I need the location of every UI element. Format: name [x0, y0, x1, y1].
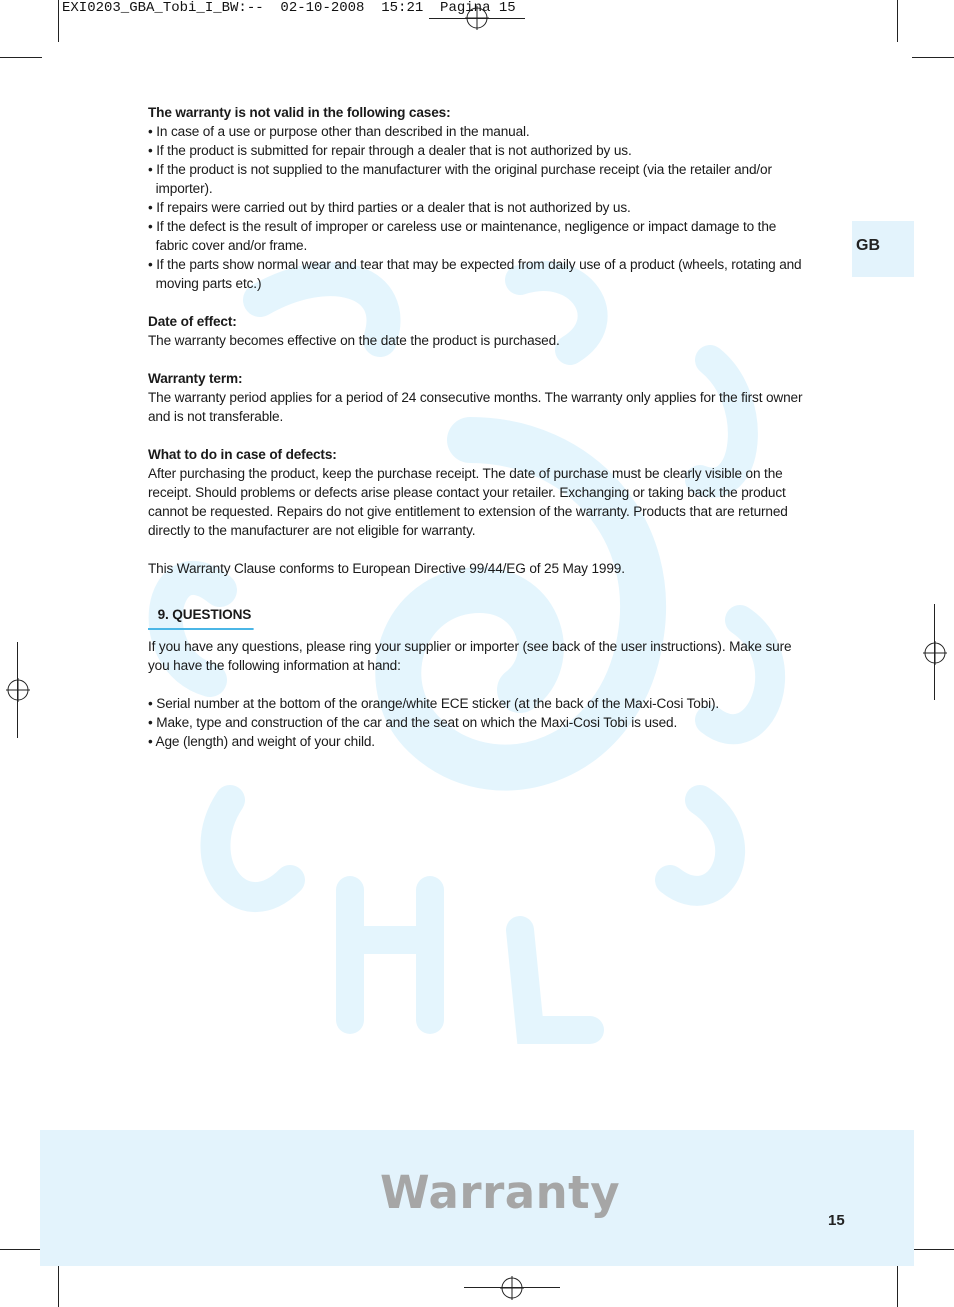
registration-mark-icon	[923, 641, 947, 665]
crop-mark	[0, 1249, 42, 1250]
questions-heading	[158, 606, 252, 628]
questions-heading-label: 9. QUESTIONS	[157, 607, 252, 623]
list-item: • Age (length) and weight of your child.	[148, 734, 375, 750]
language-tab-label: GB	[856, 237, 880, 254]
language-tab	[852, 221, 914, 277]
date-of-effect-heading: Date of effect:	[148, 314, 237, 330]
list-item: • Serial number at the bottom of the orange/white ECE sticker (at the back of the Maxi-Cosi Tobi).	[148, 696, 720, 712]
not-valid-heading: The warranty is not valid in the following cases:	[148, 105, 451, 121]
crop-mark	[912, 57, 954, 58]
list-item: • Make, type and construction of the car and the seat on which the Maxi-Cosi Tobi is used.	[148, 715, 678, 731]
crop-mark	[58, 0, 59, 42]
list-item: • If the defect is the result of improper or careless use or maintenance, negligence or impact damage to the fabric cover and/or frame.	[148, 219, 777, 254]
crop-mark	[0, 57, 42, 58]
list-item: • In case of a use or purpose other than described in the manual.	[148, 124, 530, 140]
questions-intro: If you have any questions, please ring your supplier or importer (see back of the user instructions). Make sure you have the following information at hand:	[148, 639, 792, 674]
crop-mark	[897, 1265, 898, 1307]
defects-text: After purchasing the product, keep the purchase receipt. The date of purchase must be clearly visible on the receipt. Should problems or defects arise please contact your retailer. Exchanging or taking back the product cannot be requested. Repairs do not give entitlement to extension of the warranty. Products that are returned directly to the manufacturer are not eligible for warranty.	[148, 466, 788, 539]
page-number: 15	[828, 1212, 845, 1229]
list-item: • If the product is submitted for repair through a dealer that is not authorized by us.	[148, 143, 632, 159]
directive-text: This Warranty Clause conforms to European Directive 99/44/EG of 25 May 1999.	[148, 561, 625, 577]
warranty-content	[148, 104, 808, 752]
printer-slug: EXI0203_GBA_Tobi_I_BW:-- 02-10-2008 15:21 Pagina 15	[62, 0, 516, 16]
warranty-term-heading: Warranty term:	[148, 371, 243, 387]
registration-mark-icon	[500, 1276, 524, 1300]
heading-underline	[148, 628, 253, 630]
warranty-term-text: The warranty period applies for a period of 24 consecutive months. The warranty only applies for the first owner and is not transferable.	[148, 390, 803, 425]
list-item: • If repairs were carried out by third parties or a dealer that is not authorized by us.	[148, 200, 631, 216]
crop-mark	[58, 1265, 59, 1307]
registration-mark-icon	[6, 678, 30, 702]
date-of-effect-text: The warranty becomes effective on the date the product is purchased.	[148, 333, 560, 349]
footer-title: Warranty	[380, 1166, 621, 1219]
list-item: • If the parts show normal wear and tear that may be expected from daily use of a product (wheels, rotating and moving parts etc.)	[148, 257, 802, 292]
crop-mark	[912, 1249, 954, 1250]
registration-mark-icon	[465, 6, 489, 30]
footer-band	[40, 1130, 914, 1266]
crop-mark	[897, 0, 898, 42]
list-item: • If the product is not supplied to the manufacturer with the original purchase receipt (via the retailer and/or importer).	[148, 162, 772, 197]
defects-heading: What to do in case of defects:	[148, 447, 337, 463]
